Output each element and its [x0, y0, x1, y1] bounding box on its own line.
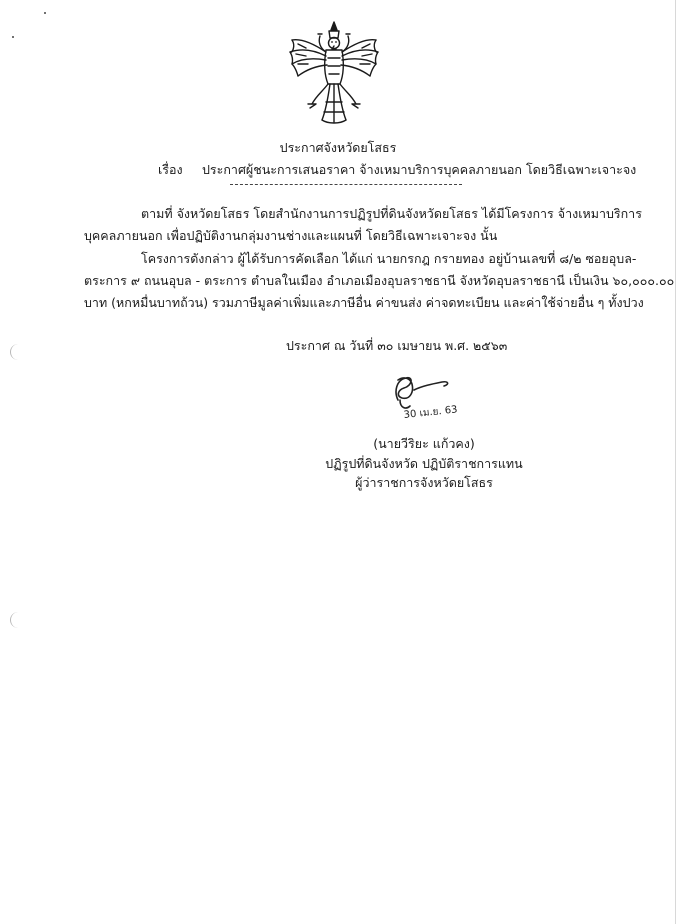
subject-label: เรื่อง — [158, 162, 183, 177]
scan-speck — [44, 12, 46, 14]
paragraph-1-line-2: บุคคลภายนอก เพื่อปฏิบัติงานกลุ่มงานช่างและแผนที่ โดยวิธีเฉพาะเจาะจง นั้น — [84, 228, 498, 243]
document-title: ประกาศจังหวัดยโสธร — [279, 140, 397, 155]
signer-title-line-2: ผู้ว่าราชการจังหวัดยโสธร — [355, 475, 493, 490]
punch-hole-mark — [10, 612, 21, 628]
subject-text: ประกาศผู้ชนะการเสนอราคา จ้างเหมาบริการบุคคลภายนอก โดยวิธีเฉพาะเจาะจง — [202, 162, 637, 177]
scan-speck — [12, 36, 14, 38]
punch-hole-mark — [10, 344, 21, 360]
paragraph-1-line-1: ตามที่ จังหวัดยโสธร โดยสำนักงานการปฏิรูปที่ดินจังหวัดยโสธร ได้มีโครงการ จ้างเหมาบริการ — [141, 206, 642, 221]
paragraph-2-line-2: ตระการ ๙ ถนนอุบล - ตระการ ตำบลในเมือง อำเภอเมืองอุบลราชธานี จังหวัดอุบลราชธานี เป็นเงิน ๖๐,๐๐๐.๐๐ — [84, 273, 675, 288]
handwritten-date: 30 เม.ย. 63 — [403, 404, 459, 421]
signer-name: (นายวีริยะ แก้วคง) — [373, 436, 475, 451]
paragraph-2-line-3: บาท (หกหมื่นบาทถ้วน) รวมภาษีมูลค่าเพิ่มและภาษีอื่น ค่าขนส่ง ค่าจดทะเบียน และค่าใช้จ่ายอื่น ๆ ทั้งปวง — [84, 295, 644, 310]
paragraph-2-line-1: โครงการดังกล่าว ผู้ได้รับการคัดเลือก ได้แก่ นายกรกฎ กรายทอง อยู่บ้านเลขที่ ๘/๒ ซอยอุบล- — [141, 251, 637, 266]
signer-title-line-1: ปฏิรูปที่ดินจังหวัด ปฏิบัติราชการแทน — [325, 456, 523, 471]
announcement-date: ประกาศ ณ วันที่ ๓๐ เมษายน พ.ศ. ๒๕๖๓ — [286, 338, 508, 353]
garuda-emblem-icon — [286, 18, 382, 126]
handwritten-signature — [376, 364, 486, 424]
separator-dashed-line — [230, 184, 462, 185]
